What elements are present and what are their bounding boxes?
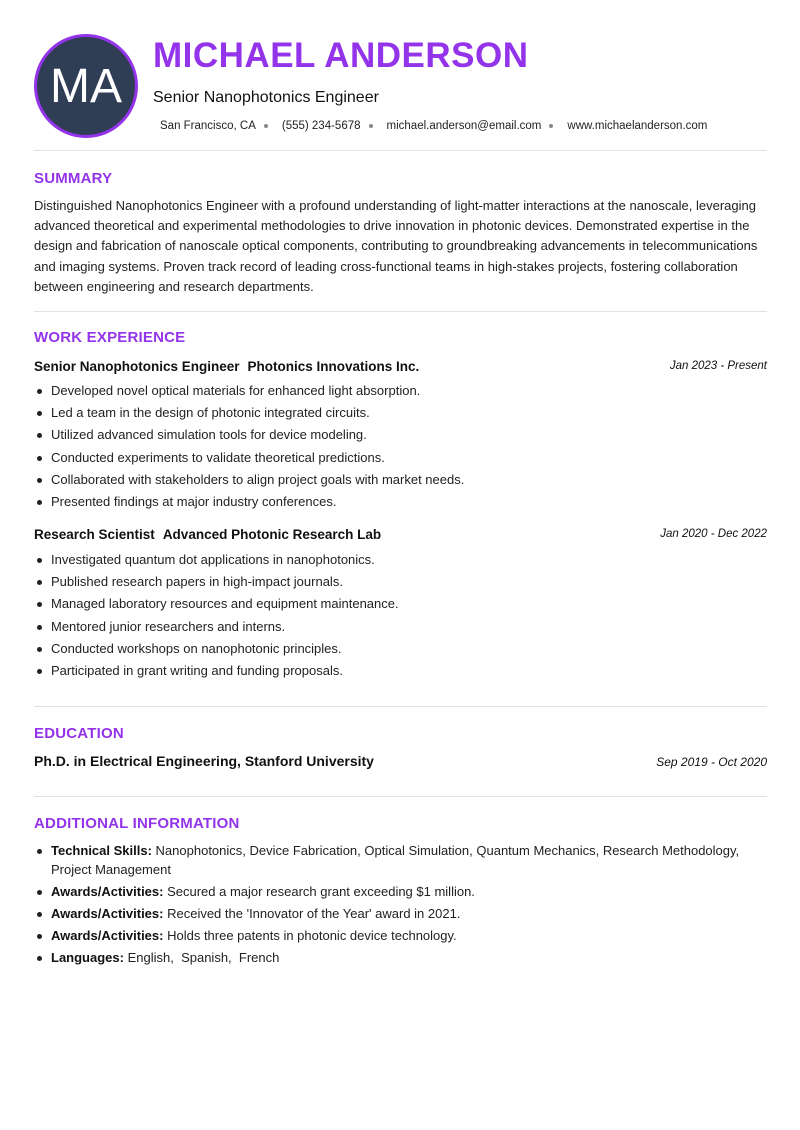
additional-info-list bbox=[34, 842, 767, 971]
avatar bbox=[34, 34, 138, 138]
summary-heading: SUMMARY bbox=[34, 170, 113, 187]
item-text: Nanophotonics, Device Fabrication, Optical Simulation, Quantum Mechanics, Research Methodology, Project Management bbox=[51, 843, 740, 877]
job-company: Photonics Innovations Inc. bbox=[247, 359, 420, 374]
work-experience-heading: WORK EXPERIENCE bbox=[34, 329, 186, 346]
contact-email[interactable]: michael.anderson@email.com bbox=[386, 120, 542, 132]
item-text: Secured a major research grant exceeding $1 million. bbox=[167, 883, 475, 899]
contact-website[interactable]: www.michaelanderson.com bbox=[567, 120, 708, 132]
summary-text: Distinguished Nanophotonics Engineer with a profound understanding of light-matter interactions at the nanoscale, leveraging advanced theoretical and experimental methodologies to drive innovation in photonic devices. Demonstrated expertise in the design and fabrication of nanoscale optical components, contributing to groundbreaking advancements in telecommunications and imaging systems. Proven track record of leading cross-functional teams in high-stakes projects, fostering collaboration between engineering and research departments. bbox=[34, 198, 758, 294]
list-item: Managed laboratory resources and equipment maintenance. bbox=[34, 595, 399, 617]
job-dates: Jan 2023 - Present bbox=[669, 360, 767, 372]
list-item bbox=[34, 842, 767, 879]
list-item: Utilized advanced simulation tools for device modeling. bbox=[34, 426, 464, 448]
job-header bbox=[34, 359, 767, 377]
job-role: Research Scientist bbox=[34, 527, 155, 542]
list-item: Mentored junior researchers and interns. bbox=[34, 618, 399, 640]
job-bullets bbox=[34, 382, 464, 515]
item-label: Technical Skills: bbox=[51, 843, 152, 858]
list-item bbox=[34, 883, 767, 902]
list-item: Developed novel optical materials for enhanced light absorption. bbox=[34, 382, 464, 404]
job-bullets bbox=[34, 551, 399, 684]
education-dates: Sep 2019 - Oct 2020 bbox=[656, 755, 767, 769]
education-entry bbox=[34, 753, 767, 771]
job-header bbox=[34, 527, 767, 545]
job-company: Advanced Photonic Research Lab bbox=[162, 527, 382, 542]
list-item: Published research papers in high-impact journals. bbox=[34, 573, 399, 595]
list-item: Investigated quantum dot applications in nanophotonics. bbox=[34, 551, 399, 573]
item-label: Awards/Activities: bbox=[51, 883, 164, 899]
list-item bbox=[34, 949, 767, 968]
divider bbox=[34, 311, 767, 312]
item-label: Languages: bbox=[51, 950, 124, 965]
job-dates: Jan 2020 - Dec 2022 bbox=[660, 528, 767, 540]
list-item: Conducted experiments to validate theoretical predictions. bbox=[34, 449, 464, 471]
resume-header bbox=[34, 34, 767, 138]
contact-bar bbox=[160, 120, 707, 132]
additional-info-heading: ADDITIONAL INFORMATION bbox=[34, 815, 240, 832]
list-item bbox=[34, 905, 767, 924]
item-label: Awards/Activities: bbox=[51, 927, 164, 943]
item-text: Received the 'Innovator of the Year' award in 2021. bbox=[167, 905, 461, 921]
divider bbox=[34, 796, 767, 797]
divider bbox=[34, 150, 767, 151]
candidate-name: MICHAEL ANDERSON bbox=[153, 36, 529, 75]
item-text: Holds three patents in photonic device technology. bbox=[167, 927, 457, 943]
avatar-initials: MA bbox=[50, 59, 122, 113]
list-item: Collaborated with stakeholders to align project goals with market needs. bbox=[34, 471, 464, 493]
separator-dot bbox=[264, 124, 268, 128]
item-text: English, Spanish, French bbox=[127, 950, 280, 965]
divider bbox=[34, 706, 767, 707]
list-item: Presented findings at major industry conferences. bbox=[34, 493, 464, 515]
education-heading: EDUCATION bbox=[34, 725, 124, 742]
item-label: Awards/Activities: bbox=[51, 905, 164, 921]
job-title: Senior Nanophotonics Engineer bbox=[153, 89, 379, 106]
separator-dot bbox=[369, 124, 373, 128]
list-item: Conducted workshops on nanophotonic principles. bbox=[34, 640, 399, 662]
list-item: Participated in grant writing and funding proposals. bbox=[34, 662, 399, 684]
list-item bbox=[34, 927, 767, 946]
contact-phone: (555) 234-5678 bbox=[281, 120, 361, 132]
list-item: Led a team in the design of photonic integrated circuits. bbox=[34, 404, 464, 426]
education-degree: Ph.D. in Electrical Engineering, Stanford University bbox=[34, 753, 374, 769]
contact-location: San Francisco, CA bbox=[160, 120, 256, 132]
job-role: Senior Nanophotonics Engineer bbox=[34, 359, 240, 374]
separator-dot bbox=[549, 124, 553, 128]
